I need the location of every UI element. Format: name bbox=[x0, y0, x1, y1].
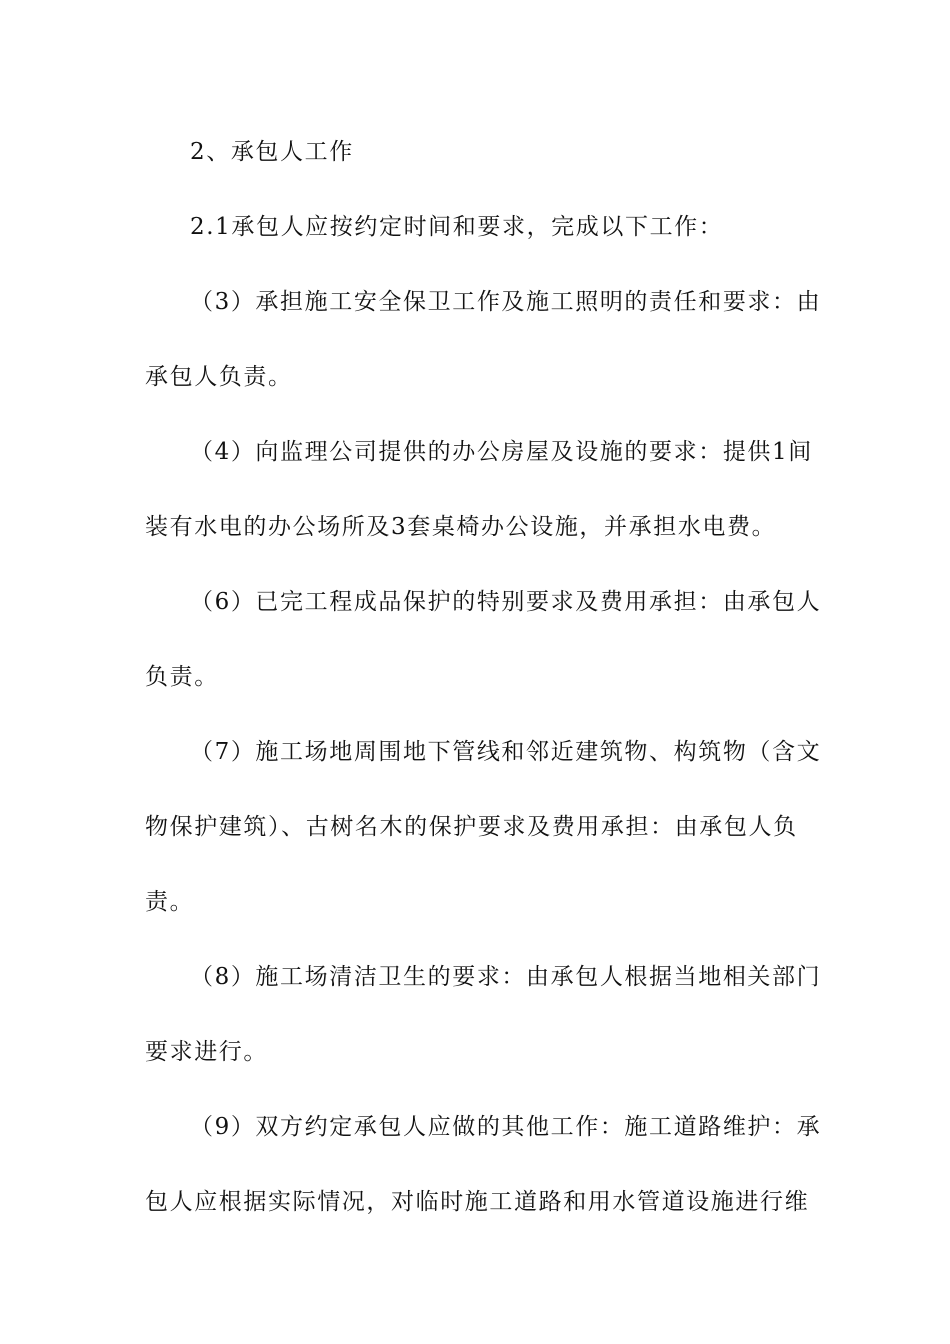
section-intro: 2.1承包人应按约定时间和要求，完成以下工作： bbox=[190, 214, 724, 240]
item-4-line-1: （4）向监理公司提供的办公房屋及设施的要求：提供1间 bbox=[190, 439, 813, 465]
item-4-line-2: 装有水电的办公场所及3套桌椅办公设施，并承担水电费。 bbox=[145, 514, 777, 540]
item-7-line-1: （7）施工场地周围地下管线和邻近建筑物、构筑物（含文 bbox=[190, 739, 822, 765]
item-6-line-2: 负责。 bbox=[145, 664, 219, 690]
item-8-line-2: 要求进行。 bbox=[145, 1039, 268, 1065]
item-3-line-2: 承包人负责。 bbox=[145, 364, 293, 390]
section-heading: 2、承包人工作 bbox=[190, 139, 354, 165]
item-6-line-1: （6）已完工程成品保护的特别要求及费用承担：由承包人 bbox=[190, 589, 822, 615]
item-3-line-1: （3）承担施工安全保卫工作及施工照明的责任和要求：由 bbox=[190, 289, 822, 315]
item-7-line-2: 物保护建筑）、古树名木的保护要求及费用承担：由承包人负 bbox=[145, 814, 798, 840]
item-9-line-1: （9）双方约定承包人应做的其他工作：施工道路维护：承 bbox=[190, 1114, 822, 1140]
item-8-line-1: （8）施工场清洁卫生的要求：由承包人根据当地相关部门 bbox=[190, 964, 822, 990]
item-9-line-2: 包人应根据实际情况，对临时施工道路和用水管道设施进行维 bbox=[145, 1189, 810, 1215]
item-7-line-3: 责。 bbox=[145, 889, 195, 915]
